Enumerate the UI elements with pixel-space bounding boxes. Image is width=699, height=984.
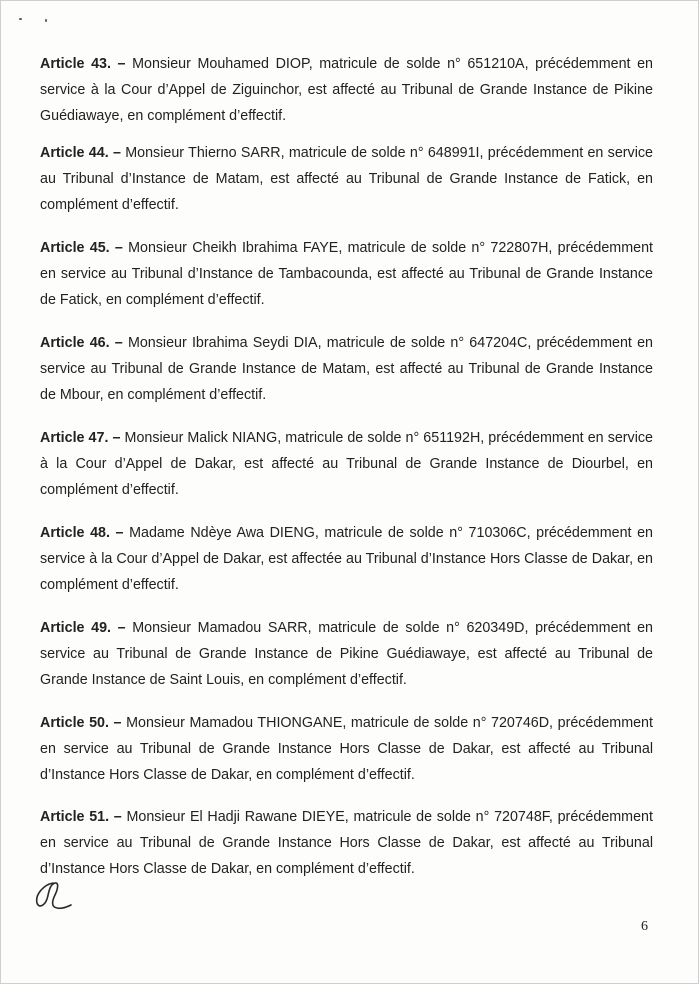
scan-speck — [19, 18, 22, 20]
article-text: Monsieur Malick NIANG, matricule de solde n° 651192H, précédemment en service à la Cour d’Appel de Dakar, est affecté au Tribunal de Grande Instance de Diourbel, en complément d’effectif. — [40, 430, 653, 498]
article-text: Monsieur Thierno SARR, matricule de solde n° 648991I, précédemment en service au Tribunal d’Instance de Matam, est affecté au Tribunal de Grande Instance de Fatick, en complément d’effectif. — [40, 145, 653, 213]
article-47 — [40, 425, 653, 503]
article-49 — [40, 615, 653, 693]
scan-speck — [45, 19, 47, 22]
article-heading: Article 44. – — [40, 145, 121, 161]
article-heading: Article 49. – — [40, 620, 126, 636]
article-heading: Article 50. – — [40, 715, 122, 731]
page-number: 6 — [641, 919, 648, 934]
article-46 — [40, 330, 653, 408]
article-heading: Article 43. – — [40, 56, 126, 72]
article-text: Monsieur Mouhamed DIOP, matricule de solde n° 651210A, précédemment en service à la Cour d’Appel de Ziguinchor, est affecté au Tribunal de Grande Instance de Pikine Guédiawaye, en complément d’effectif. — [40, 56, 653, 124]
article-text: Monsieur El Hadji Rawane DIEYE, matricule de solde n° 720748F, précédemment en service au Tribunal de Grande Instance Hors Classe de Dakar, est affecté au Tribunal d’Instance Hors Classe de Dakar, en complément d’effectif. — [40, 809, 653, 877]
initials-signature-icon — [31, 877, 73, 913]
article-heading: Article 46. – — [40, 335, 123, 351]
article-text: Madame Ndèye Awa DIENG, matricule de solde n° 710306C, précédemment en service à la Cour d’Appel de Dakar, est affectée au Tribunal d’Instance Hors Classe de Dakar, en complément d’effectif. — [40, 525, 653, 593]
article-45 — [40, 235, 653, 313]
article-51 — [40, 804, 653, 882]
article-text: Monsieur Mamadou SARR, matricule de solde n° 620349D, précédemment en service au Tribunal de Grande Instance de Pikine Guédiawaye, est affecté au Tribunal de Grande Instance de Saint Louis, en complément d’effectif. — [40, 620, 653, 688]
article-44 — [40, 140, 653, 218]
article-43 — [40, 51, 653, 129]
article-text: Monsieur Mamadou THIONGANE, matricule de solde n° 720746D, précédemment en service au Tribunal de Grande Instance Hors Classe de Dakar, est affecté au Tribunal d’Instance Hors Classe de Dakar, en complément d’effectif. — [40, 715, 653, 783]
article-50 — [40, 710, 653, 788]
article-48 — [40, 520, 653, 598]
article-heading: Article 47. – — [40, 430, 121, 446]
article-text: Monsieur Cheikh Ibrahima FAYE, matricule de solde n° 722807H, précédemment en service au Tribunal d’Instance de Tambacounda, est affecté au Tribunal de Grande Instance de Fatick, en complément d’effectif. — [40, 240, 653, 308]
article-heading: Article 51. – — [40, 809, 122, 825]
article-text: Monsieur Ibrahima Seydi DIA, matricule de solde n° 647204C, précédemment en service au Tribunal de Grande Instance de Matam, est affecté au Tribunal de Grande Instance de Mbour, en complément d’effectif. — [40, 335, 653, 403]
article-heading: Article 48. – — [40, 525, 124, 541]
article-heading: Article 45. – — [40, 240, 123, 256]
